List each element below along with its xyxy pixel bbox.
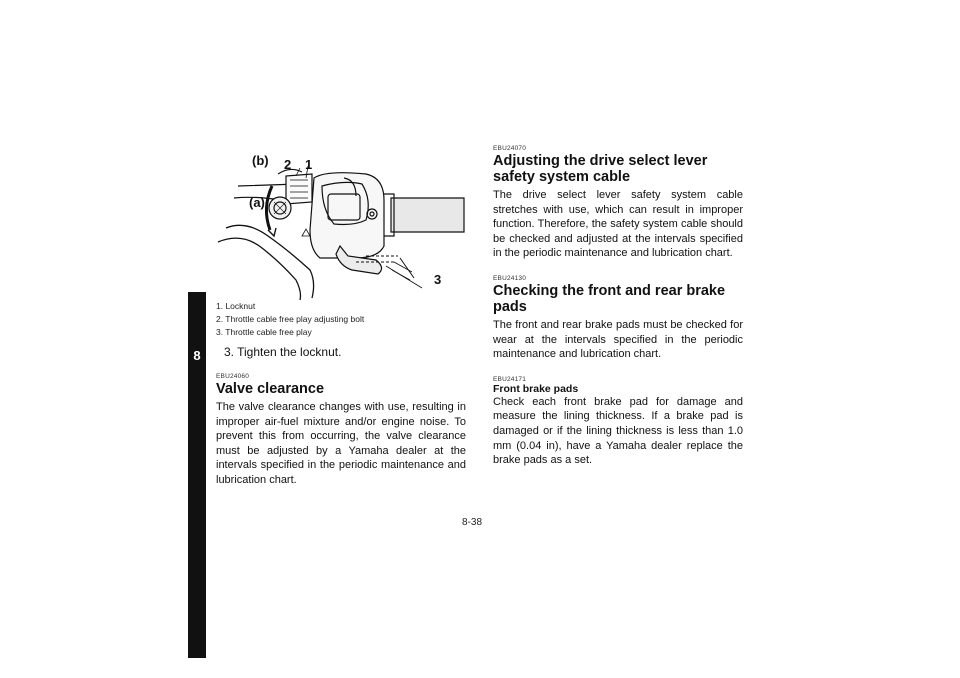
section-body: Check each front brake pad for damage and measure the lining thickness. If a brake pad is damaged or if the lining thickness is less than 1.0 mm (0.04 in), have a Yamaha dealer replace the brake pads as a set. xyxy=(493,395,743,467)
step-tighten-locknut: 3. Tighten the locknut. xyxy=(224,345,342,359)
caption-item: 3. Throttle cable free play xyxy=(216,327,312,337)
figure-caption xyxy=(216,300,466,339)
right-column xyxy=(493,145,743,468)
label-2: 2 xyxy=(284,157,292,172)
section-code: EBU24130 xyxy=(493,274,527,282)
label-3: 3 xyxy=(434,272,442,287)
section-body: The valve clearance changes with use, resulting in improper air-fuel mixture and/or engine noise. To prevent this from occurring, the valve clearance must be adjusted by a Yamaha dealer at the intervals specified in the periodic maintenance and lubrication chart. xyxy=(216,401,466,486)
label-b: (b) xyxy=(252,153,269,168)
caption-item: 2. Throttle cable free play adjusting bolt xyxy=(216,314,365,324)
chapter-tab xyxy=(188,292,206,658)
section-heading: Valve clearance xyxy=(216,381,325,397)
chapter-number: 8 xyxy=(193,348,201,363)
page-number: 8-38 xyxy=(462,517,483,528)
section-code: EBU24070 xyxy=(493,145,527,152)
section-heading: Adjusting the drive select lever safety system cable xyxy=(493,153,708,185)
throttle-illustration xyxy=(216,150,466,300)
left-column xyxy=(216,150,466,488)
section-code: EBU24060 xyxy=(216,373,250,380)
section-heading: Checking the front and rear brake pads xyxy=(493,282,726,315)
section-body: The drive select lever safety system cable stretches with use, which can result in improper function. Therefore, the safety system cable should be checked and adjusted at the intervals specified in the periodic maintenance and lubrication chart. xyxy=(493,189,743,260)
label-a: (a) xyxy=(249,195,265,210)
section-body: The front and rear brake pads must be checked for wear at the intervals specified in the periodic maintenance and lubrication chart. xyxy=(493,318,743,361)
label-1: 1 xyxy=(305,157,313,172)
caption-item: 1. Locknut xyxy=(216,301,256,311)
section-code: EBU24171 xyxy=(493,375,527,383)
throttle-figure xyxy=(216,150,466,300)
section-subheading: Front brake pads xyxy=(493,382,579,395)
